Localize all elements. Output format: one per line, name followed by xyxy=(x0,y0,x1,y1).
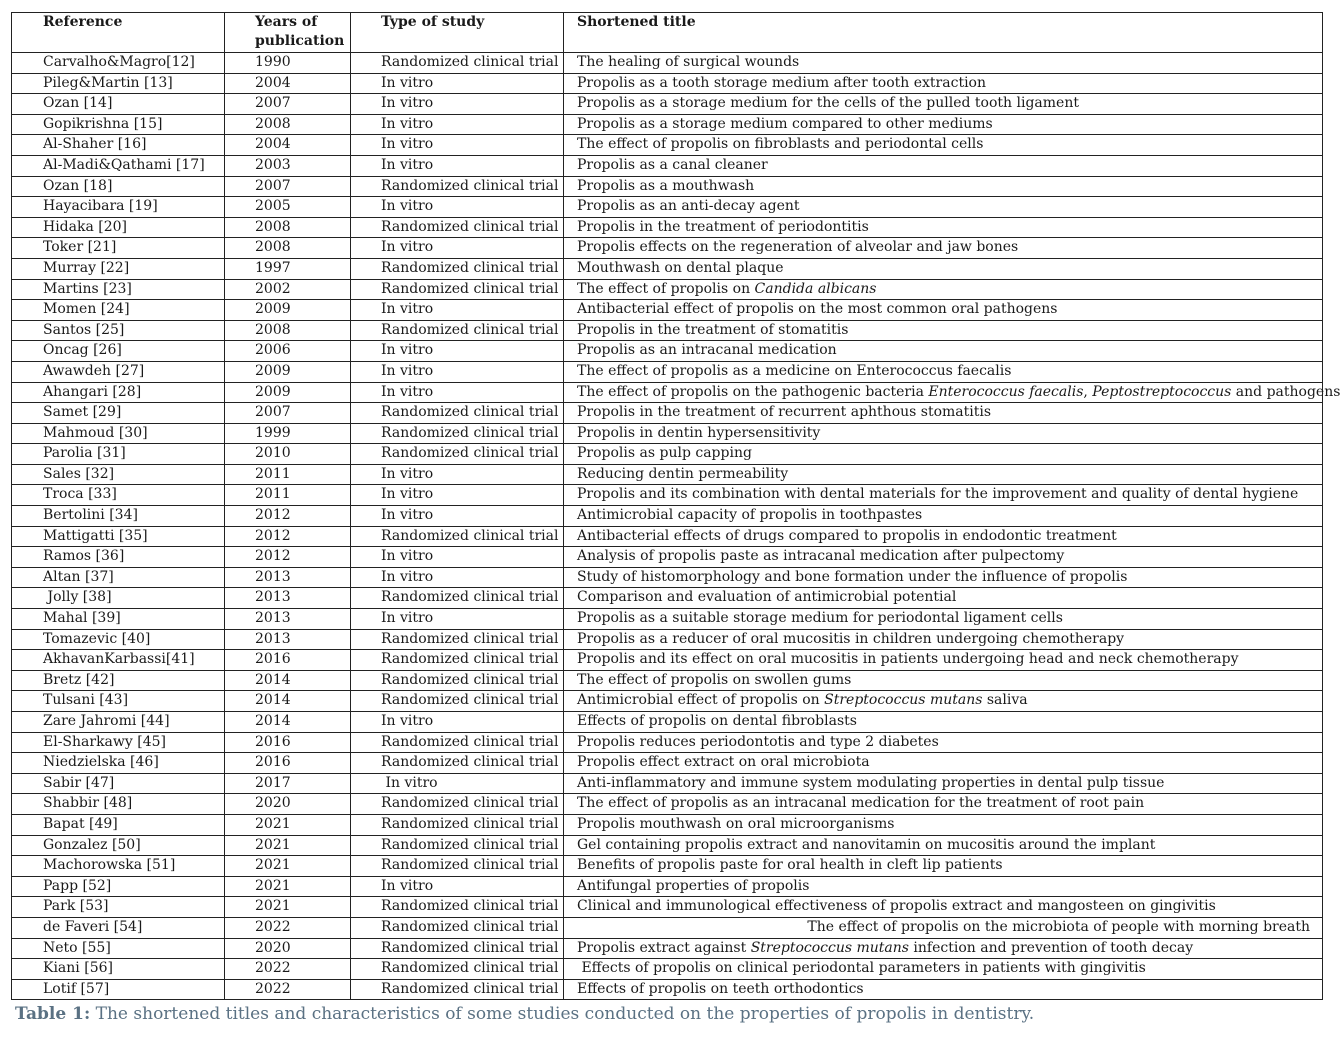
table-row xyxy=(12,94,1323,115)
cell-type: Randomized clinical trial xyxy=(351,814,564,835)
cell-reference: AkhavanKarbassi[41] xyxy=(12,650,225,671)
cell-title xyxy=(564,670,1323,691)
cell-type: In vitro xyxy=(351,155,564,176)
cell-title-pre: The effect of propolis on fibroblasts and periodontal cells xyxy=(577,136,984,153)
cell-reference: Bretz [42] xyxy=(12,670,225,691)
table-row xyxy=(12,959,1323,980)
table-row xyxy=(12,361,1323,382)
cell-title xyxy=(564,464,1323,485)
cell-title xyxy=(564,197,1323,218)
cell-year: 2004 xyxy=(225,135,351,156)
cell-title xyxy=(564,53,1323,74)
cell-reference: Ozan [14] xyxy=(12,94,225,115)
cell-year: 2020 xyxy=(225,794,351,815)
cell-year: 2008 xyxy=(225,217,351,238)
cell-title-em: Enterococcus faecalis xyxy=(928,383,1084,400)
cell-title-pre: Benefits of propolis paste for oral health in cleft lip patients xyxy=(577,857,1003,874)
cell-type: Randomized clinical trial xyxy=(351,794,564,815)
cell-reference: Lotif [57] xyxy=(12,979,225,1000)
cell-type: Randomized clinical trial xyxy=(351,217,564,238)
cell-type: In vitro xyxy=(351,485,564,506)
studies-table xyxy=(11,12,1340,1000)
cell-reference: de Faveri [54] xyxy=(12,917,225,938)
cell-reference: Neto [55] xyxy=(12,938,225,959)
cell-reference: Murray [22] xyxy=(12,258,225,279)
cell-title-pre: Propolis effects on the regeneration of alveolar and jaw bones xyxy=(577,239,1019,256)
cell-title xyxy=(564,258,1323,279)
cell-year: 1990 xyxy=(225,53,351,74)
cell-title-pre: Comparison and evaluation of antimicrobial potential xyxy=(577,589,957,606)
cell-reference: Oncag [26] xyxy=(12,341,225,362)
cell-year: 2016 xyxy=(225,732,351,753)
table-row xyxy=(12,979,1323,1000)
cell-title xyxy=(564,135,1323,156)
cell-title-pre: Effects of propolis on clinical periodontal parameters in patients with gingivitis xyxy=(577,960,1146,977)
cell-title xyxy=(564,444,1323,465)
cell-title xyxy=(564,794,1323,815)
cell-title xyxy=(564,835,1323,856)
cell-title xyxy=(564,238,1323,259)
cell-year: 2013 xyxy=(225,567,351,588)
table-row xyxy=(12,73,1323,94)
table-row xyxy=(12,53,1323,74)
cell-year: 2021 xyxy=(225,835,351,856)
cell-title-pre: Propolis in dentin hypersensitivity xyxy=(577,424,821,441)
table-row xyxy=(12,814,1323,835)
cell-year: 2007 xyxy=(225,403,351,424)
cell-reference: Carvalho&Magro[12] xyxy=(12,53,225,74)
cell-reference: Pileg&Martin [13] xyxy=(12,73,225,94)
cell-year: 2022 xyxy=(225,917,351,938)
cell-type: In vitro xyxy=(351,238,564,259)
cell-year: 2011 xyxy=(225,485,351,506)
cell-type: In vitro xyxy=(351,341,564,362)
cell-year: 2022 xyxy=(225,979,351,1000)
cell-title xyxy=(564,609,1323,630)
cell-title xyxy=(564,403,1323,424)
cell-title xyxy=(564,979,1323,1000)
table-row xyxy=(12,135,1323,156)
cell-year: 2007 xyxy=(225,176,351,197)
cell-title xyxy=(564,114,1323,135)
cell-title-pre: Reducing dentin permeability xyxy=(577,465,789,482)
cell-title xyxy=(564,959,1323,980)
table-row xyxy=(12,773,1323,794)
cell-year: 2005 xyxy=(225,197,351,218)
cell-type: Randomized clinical trial xyxy=(351,917,564,938)
cell-reference: El-Sharkawy [45] xyxy=(12,732,225,753)
cell-title-pre: Propolis as a canal cleaner xyxy=(577,156,768,173)
cell-type: In vitro xyxy=(351,712,564,733)
cell-type: In vitro xyxy=(351,94,564,115)
cell-type: Randomized clinical trial xyxy=(351,629,564,650)
cell-year: 2008 xyxy=(225,320,351,341)
cell-reference: Martins [23] xyxy=(12,279,225,300)
table-row xyxy=(12,794,1323,815)
cell-title-pre: Propolis and its effect on oral mucositis in patients undergoing head and neck chemotherapy xyxy=(577,651,1239,668)
cell-year: 2013 xyxy=(225,588,351,609)
cell-reference: Al-Shaher [16] xyxy=(12,135,225,156)
cell-title-pre: Propolis as a storage medium compared to other mediums xyxy=(577,115,993,132)
cell-year: 2009 xyxy=(225,300,351,321)
cell-year: 2004 xyxy=(225,73,351,94)
cell-reference: Hayacibara [19] xyxy=(12,197,225,218)
cell-title-pre: Propolis reduces periodontotis and type 2 diabetes xyxy=(577,733,939,750)
table-row xyxy=(12,856,1323,877)
cell-title xyxy=(564,753,1323,774)
cell-year: 2008 xyxy=(225,114,351,135)
header-reference: Reference xyxy=(12,13,225,53)
table-row xyxy=(12,567,1323,588)
table-row xyxy=(12,897,1323,918)
table-row xyxy=(12,279,1323,300)
cell-year: 1999 xyxy=(225,423,351,444)
table-row xyxy=(12,506,1323,527)
cell-reference: Hidaka [20] xyxy=(12,217,225,238)
table-row xyxy=(12,403,1323,424)
cell-title xyxy=(564,485,1323,506)
cell-title xyxy=(564,279,1323,300)
cell-type: In vitro xyxy=(351,114,564,135)
cell-title-pre: Propolis extract against xyxy=(577,939,751,956)
cell-title-pre: Propolis as a tooth storage medium after tooth extraction xyxy=(577,74,986,91)
cell-title-pre: Antimicrobial capacity of propolis in toothpastes xyxy=(577,507,923,524)
cell-title-pre: Effects of propolis on teeth orthodontics xyxy=(577,980,864,997)
cell-title-pre: Propolis and its combination with dental materials for the improvement and quality of dental hygiene xyxy=(577,486,1299,503)
cell-type: Randomized clinical trial xyxy=(351,258,564,279)
cell-title xyxy=(564,320,1323,341)
cell-year: 2022 xyxy=(225,959,351,980)
cell-reference: Santos [25] xyxy=(12,320,225,341)
cell-title-pre: Propolis as a storage medium for the cells of the pulled tooth ligament xyxy=(577,95,1079,112)
cell-reference: Momen [24] xyxy=(12,300,225,321)
cell-title xyxy=(564,217,1323,238)
cell-title xyxy=(564,94,1323,115)
cell-title-em: Candida albicans xyxy=(754,280,877,297)
cell-type: Randomized clinical trial xyxy=(351,279,564,300)
cell-year: 2016 xyxy=(225,650,351,671)
cell-title xyxy=(564,382,1340,403)
table-row xyxy=(12,712,1323,733)
cell-title xyxy=(564,155,1323,176)
cell-title-pre: Propolis in the treatment of stomatitis xyxy=(577,321,849,338)
table-row xyxy=(12,526,1323,547)
cell-year: 2012 xyxy=(225,506,351,527)
cell-year: 2020 xyxy=(225,938,351,959)
cell-title xyxy=(564,876,1323,897)
cell-year: 2003 xyxy=(225,155,351,176)
cell-reference: Park [53] xyxy=(12,897,225,918)
cell-title-pre: The effect of propolis on xyxy=(577,280,755,297)
cell-title-pre: Anti-inflammatory and immune system modulating properties in dental pulp tissue xyxy=(577,774,1165,791)
cell-year: 2021 xyxy=(225,897,351,918)
cell-year: 2008 xyxy=(225,238,351,259)
table-caption xyxy=(15,1004,1034,1024)
cell-title-pre: Antibacterial effects of drugs compared to propolis in endodontic treatment xyxy=(577,527,1117,544)
cell-type: In vitro xyxy=(351,609,564,630)
cell-reference: Jolly [38] xyxy=(12,588,225,609)
cell-reference: Altan [37] xyxy=(12,567,225,588)
cell-title xyxy=(564,773,1323,794)
cell-title xyxy=(564,691,1323,712)
cell-title xyxy=(564,176,1323,197)
table-row xyxy=(12,258,1323,279)
cell-reference: Kiani [56] xyxy=(12,959,225,980)
cell-year: 2021 xyxy=(225,814,351,835)
cell-type: In vitro xyxy=(351,876,564,897)
table-row xyxy=(12,835,1323,856)
cell-type: Randomized clinical trial xyxy=(351,588,564,609)
cell-title xyxy=(564,588,1323,609)
cell-type: Randomized clinical trial xyxy=(351,423,564,444)
table-row xyxy=(12,114,1323,135)
cell-title xyxy=(564,650,1323,671)
cell-type: In vitro xyxy=(351,382,564,403)
table-row xyxy=(12,341,1323,362)
cell-reference: Al-Madi&Qathami [17] xyxy=(12,155,225,176)
cell-year: 2017 xyxy=(225,773,351,794)
header-title: Shortened title xyxy=(564,13,1323,53)
cell-title xyxy=(564,917,1323,938)
cell-title xyxy=(564,629,1323,650)
cell-reference: Zare Jahromi [44] xyxy=(12,712,225,733)
cell-type: Randomized clinical trial xyxy=(351,897,564,918)
cell-title xyxy=(564,506,1323,527)
table-row xyxy=(12,876,1323,897)
cell-title-pre: The effect of propolis on the microbiota of people with morning breath xyxy=(807,918,1310,935)
cell-title-em: Streptococcus mutans xyxy=(824,692,983,709)
cell-title xyxy=(564,712,1323,733)
cell-title-post: and pathogens xyxy=(1231,383,1340,400)
cell-reference: Troca [33] xyxy=(12,485,225,506)
cell-title xyxy=(564,73,1323,94)
cell-title xyxy=(564,856,1323,877)
cell-year: 2012 xyxy=(225,547,351,568)
cell-reference: Toker [21] xyxy=(12,238,225,259)
cell-year: 2016 xyxy=(225,753,351,774)
header-type: Type of study xyxy=(351,13,564,53)
cell-reference: Niedzielska [46] xyxy=(12,753,225,774)
table-row xyxy=(12,938,1323,959)
cell-title-pre: Propolis as a reducer of oral mucositis in children undergoing chemotherapy xyxy=(577,630,1125,647)
cell-reference: Shabbir [48] xyxy=(12,794,225,815)
cell-title-pre: Propolis effect extract on oral microbiota xyxy=(577,754,870,771)
cell-title-post: saliva xyxy=(982,692,1028,709)
cell-reference: Papp [52] xyxy=(12,876,225,897)
cell-type: In vitro xyxy=(351,773,564,794)
cell-title-pre: Antifungal properties of propolis xyxy=(577,877,810,894)
cell-year: 2002 xyxy=(225,279,351,300)
cell-type: Randomized clinical trial xyxy=(351,176,564,197)
cell-type: Randomized clinical trial xyxy=(351,835,564,856)
table-row xyxy=(12,464,1323,485)
cell-title xyxy=(564,526,1323,547)
cell-year: 2006 xyxy=(225,341,351,362)
header-years xyxy=(225,13,351,53)
cell-type: Randomized clinical trial xyxy=(351,53,564,74)
cell-title xyxy=(564,732,1323,753)
cell-year: 2012 xyxy=(225,526,351,547)
cell-year: 2011 xyxy=(225,464,351,485)
cell-title xyxy=(564,300,1323,321)
table-header-row xyxy=(12,13,1323,53)
header-years-label: Years of publication xyxy=(255,14,345,49)
cell-type: Randomized clinical trial xyxy=(351,979,564,1000)
cell-title-pre: Gel containing propolis extract and nanovitamin on mucositis around the implant xyxy=(577,836,1156,853)
cell-reference: Parolia [31] xyxy=(12,444,225,465)
cell-type: In vitro xyxy=(351,73,564,94)
cell-title xyxy=(564,361,1323,382)
table-row xyxy=(12,629,1323,650)
table-row xyxy=(12,238,1323,259)
cell-title-pre: Antibacterial effect of propolis on the most common oral pathogens xyxy=(577,301,1058,318)
cell-title-pre: Clinical and immunological effectiveness of propolis extract and mangosteen on gingivitis xyxy=(577,898,1216,915)
cell-title-pre: Propolis as an intracanal medication xyxy=(577,342,837,359)
cell-title-pre: The effect of propolis as a medicine on Enterococcus faecalis xyxy=(577,362,1012,379)
table-row xyxy=(12,197,1323,218)
cell-year: 2009 xyxy=(225,361,351,382)
cell-reference: Mahal [39] xyxy=(12,609,225,630)
cell-title-pre: The healing of surgical wounds xyxy=(577,54,800,70)
cell-title-pre: Propolis as a mouthwash xyxy=(577,177,755,194)
cell-type: In vitro xyxy=(351,567,564,588)
table-row xyxy=(12,382,1323,403)
cell-type: In vitro xyxy=(351,300,564,321)
cell-reference: Mattigatti [35] xyxy=(12,526,225,547)
cell-reference: Ramos [36] xyxy=(12,547,225,568)
cell-type: Randomized clinical trial xyxy=(351,938,564,959)
cell-reference: Awawdeh [27] xyxy=(12,361,225,382)
cell-type: Randomized clinical trial xyxy=(351,526,564,547)
cell-reference: Bapat [49] xyxy=(12,814,225,835)
cell-reference: Ahangari [28] xyxy=(12,382,225,403)
cell-reference: Sales [32] xyxy=(12,464,225,485)
cell-type: Randomized clinical trial xyxy=(351,320,564,341)
cell-year: 2021 xyxy=(225,856,351,877)
cell-title xyxy=(564,938,1323,959)
cell-year: 2010 xyxy=(225,444,351,465)
caption-label: Table 1: xyxy=(15,1004,91,1024)
cell-title xyxy=(564,423,1323,444)
cell-year: 2014 xyxy=(225,712,351,733)
table-row xyxy=(12,155,1323,176)
table-row xyxy=(12,732,1323,753)
cell-title-pre: Propolis in the treatment of recurrent aphthous stomatitis xyxy=(577,404,992,421)
cell-type: Randomized clinical trial xyxy=(351,403,564,424)
table-row xyxy=(12,753,1323,774)
cell-type: Randomized clinical trial xyxy=(351,732,564,753)
cell-type: Randomized clinical trial xyxy=(351,670,564,691)
cell-type: Randomized clinical trial xyxy=(351,753,564,774)
cell-type: In vitro xyxy=(351,135,564,156)
cell-type: Randomized clinical trial xyxy=(351,650,564,671)
cell-reference: Tomazevic [40] xyxy=(12,629,225,650)
cell-reference: Machorowska [51] xyxy=(12,856,225,877)
cell-year: 2021 xyxy=(225,876,351,897)
cell-reference: Mahmoud [30] xyxy=(12,423,225,444)
cell-type: In vitro xyxy=(351,547,564,568)
cell-title-pre: Propolis as a suitable storage medium for periodontal ligament cells xyxy=(577,610,1063,627)
table-row xyxy=(12,485,1323,506)
cell-type: In vitro xyxy=(351,506,564,527)
table-row xyxy=(12,588,1323,609)
cell-year: 1997 xyxy=(225,258,351,279)
cell-year: 2007 xyxy=(225,94,351,115)
table-row xyxy=(12,650,1323,671)
table-row xyxy=(12,217,1323,238)
table-row xyxy=(12,300,1323,321)
cell-title-em: Streptococcus mutans xyxy=(750,939,909,956)
table-row xyxy=(12,423,1323,444)
cell-reference: Gopikrishna [15] xyxy=(12,114,225,135)
table-row xyxy=(12,320,1323,341)
cell-title-pre: Mouthwash on dental plaque xyxy=(577,259,784,276)
cell-type: Randomized clinical trial xyxy=(351,691,564,712)
cell-title-pre: The effect of propolis on swollen gums xyxy=(577,671,852,688)
cell-type: In vitro xyxy=(351,464,564,485)
cell-title-pre: Propolis as an anti-decay agent xyxy=(577,198,800,215)
cell-year: 2014 xyxy=(225,691,351,712)
cell-reference: Tulsani [43] xyxy=(12,691,225,712)
cell-type: In vitro xyxy=(351,361,564,382)
cell-reference: Gonzalez [50] xyxy=(12,835,225,856)
table-row xyxy=(12,670,1323,691)
cell-title xyxy=(564,814,1323,835)
table-body xyxy=(12,53,1340,1000)
cell-title-pre: Study of histomorphology and bone formation under the influence of propolis xyxy=(577,568,1128,585)
cell-title-post: infection and prevention of tooth decay xyxy=(908,939,1194,956)
cell-title xyxy=(564,341,1323,362)
cell-reference: Sabir [47] xyxy=(12,773,225,794)
cell-year: 2009 xyxy=(225,382,351,403)
cell-title-mid: , xyxy=(1083,383,1093,400)
table-row xyxy=(12,176,1323,197)
cell-reference: Ozan [18] xyxy=(12,176,225,197)
cell-type: Randomized clinical trial xyxy=(351,959,564,980)
cell-year: 2014 xyxy=(225,670,351,691)
cell-title-pre: The effect of propolis as an intracanal medication for the treatment of root pain xyxy=(577,795,1145,812)
cell-year: 2013 xyxy=(225,609,351,630)
cell-title-pre: Propolis in the treatment of periodontitis xyxy=(577,218,869,235)
cell-type: Randomized clinical trial xyxy=(351,856,564,877)
table-row xyxy=(12,547,1323,568)
cell-reference: Bertolini [34] xyxy=(12,506,225,527)
table-row xyxy=(12,917,1323,938)
cell-title-pre: Antimicrobial effect of propolis on xyxy=(577,692,825,709)
cell-reference: Samet [29] xyxy=(12,403,225,424)
cell-title xyxy=(564,547,1323,568)
cell-type: Randomized clinical trial xyxy=(351,444,564,465)
cell-title-pre: Propolis as pulp capping xyxy=(577,445,752,462)
cell-title-pre: Analysis of propolis paste as intracanal medication after pulpectomy xyxy=(577,548,1065,565)
cell-title-pre: Propolis mouthwash on oral microorganisms xyxy=(577,815,895,832)
table-row xyxy=(12,691,1323,712)
cell-title-pre: The effect of propolis on the pathogenic bacteria xyxy=(577,383,929,400)
cell-type: In vitro xyxy=(351,197,564,218)
cell-title xyxy=(564,897,1323,918)
caption-text: The shortened titles and characteristics of some studies conducted on the properties of propolis in dentistry. xyxy=(90,1004,1035,1024)
cell-title-pre: Effects of propolis on dental fibroblasts xyxy=(577,713,857,729)
cell-year: 2013 xyxy=(225,629,351,650)
cell-title-em2: Peptostreptococcus xyxy=(1092,383,1232,400)
cell-title xyxy=(564,567,1323,588)
table-row xyxy=(12,444,1323,465)
table-row xyxy=(12,609,1323,630)
